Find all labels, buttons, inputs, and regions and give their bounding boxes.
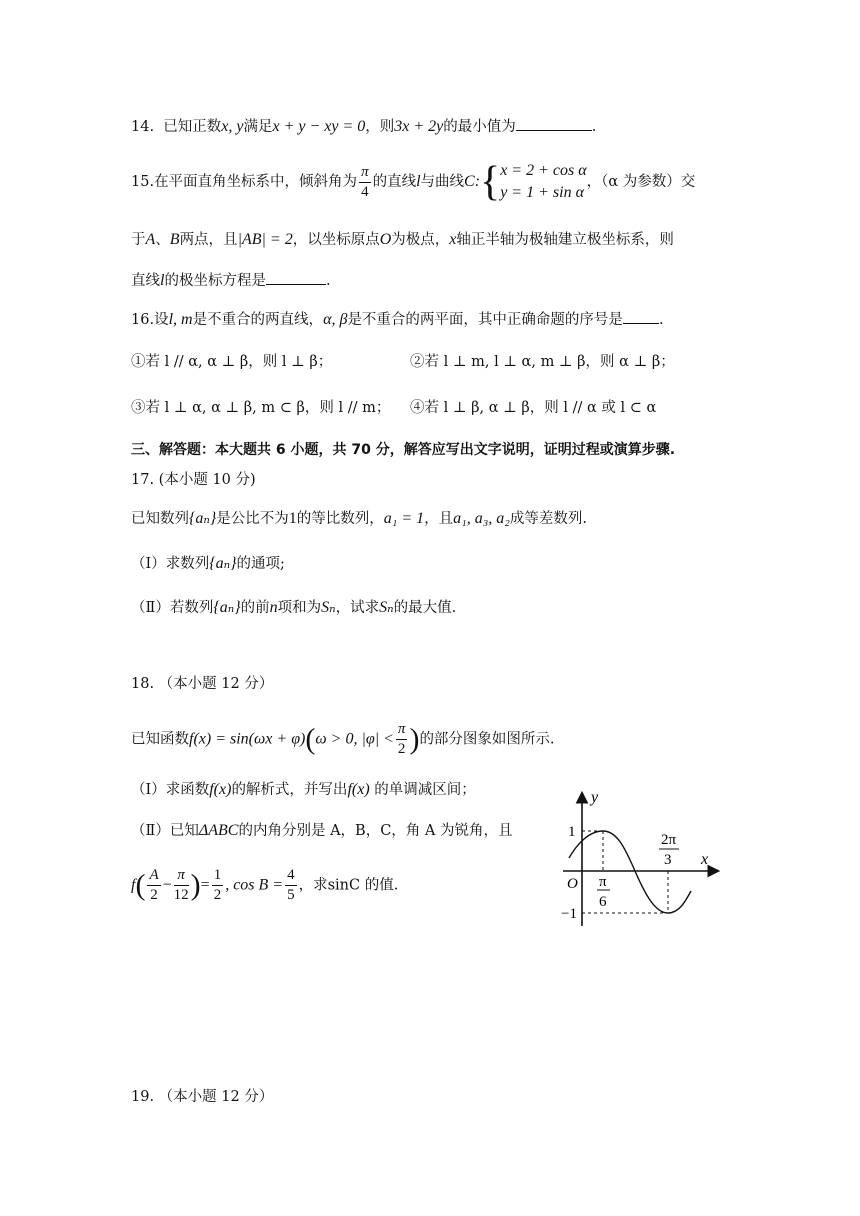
q15-line3-b: 的极坐标方程是 [164,273,266,289]
origin-label: O [567,876,578,892]
q15-line3-a: 直线 [131,273,160,289]
q18-arg-b-den: 12 [173,887,189,903]
q19-title [131,1086,273,1108]
q18-part-1-fx-2: f(x) [347,781,370,798]
q17-stem-c: 的等比数列， [296,511,384,527]
q18-part-2-a: （Ⅱ）已知 [131,823,199,839]
q15-line2-c: ，以坐标原点 [292,232,380,248]
q15-eq2: y = 1 + sin α [500,184,584,201]
question-15-line2 [131,229,674,251]
y-axis-label: y [591,789,599,806]
q15-eq1: x = 2 + cos α [500,162,587,179]
q18-cosb-fraction [285,868,297,903]
x-axis-label: x [701,851,709,868]
q17-part-2-sn: Sₙ [321,599,336,616]
q18-half-den: 2 [213,887,222,903]
section-3-heading [131,439,675,461]
q16-option-1 [131,351,332,373]
q18-title-text: 18. （本小题 12 分） [131,676,274,692]
q15-angle-num: π [359,165,371,183]
q18-cond-den: 2 [397,741,406,757]
q17-part-2-d: ，试求 [335,600,380,616]
q15-text-c: 与曲线 [420,174,465,190]
q15-point-b: B [169,231,180,248]
q17-part-2-an: {aₙ} [213,599,241,616]
question-15-line3 [131,270,331,292]
q17-an: {aₙ} [189,510,217,527]
q16-option-3-text: ③若 l ⊥ α, α ⊥ β, m ⊂ β，则 l // m； [131,400,391,416]
q18-f: f [131,876,136,894]
q17-part-2-a: （Ⅱ）若数列 [131,600,214,616]
y-bottom-label: −1 [561,906,577,922]
question-16 [131,309,664,331]
q18-condition [131,868,398,903]
q18-arg-a [147,868,160,903]
q17-stem-b: 是公比不为 [216,511,289,527]
q17-part-2-sn-2: Sₙ [379,599,394,616]
q17-part-2-c: 项和为 [277,600,322,616]
q18-ask: ，求sinC 的值. [298,877,399,894]
q17-seq: a₁, a₃, a₂ [453,510,510,527]
q18-f-lparen: ( [135,868,146,902]
q18-part-1-fx: f(x) [209,781,232,798]
q14-text-b: 满足 [243,119,273,135]
q16-number: 16. [131,312,155,328]
q18-lparen: ( [305,722,316,756]
q14-text-c: ，则 [365,119,395,135]
q14-end: . [591,119,597,135]
q16-text-c: 是不重合的两平面，其中正确命题的序号是 [347,312,623,328]
q14-number: 14. [131,119,155,135]
q19-title-text: 19. （本小题 12 分） [131,1089,274,1105]
q16-ab: α, β [323,311,348,328]
q17-stem-e: 成等差数列. [509,511,587,527]
q18-half [212,868,224,903]
q17-one: 1 [288,510,297,527]
sine-graph [555,786,725,936]
q15-curve: C: [464,173,481,190]
q17-title-text: 17. (本小题 10 分) [131,472,256,488]
q18-cosb-den: 5 [287,887,295,903]
q18-part-1-b: 的解析式，并写出 [231,782,348,798]
q17-part-2-n: n [269,599,278,616]
q16-option-2-text: ②若 l ⊥ m, l ⊥ α, m ⊥ β，则 α ⊥ β； [410,354,675,370]
q15-text-b: 的直线 [372,174,417,190]
q15-system [500,160,586,204]
q17-part-1-an: {aₙ} [209,555,237,572]
question-14 [131,116,596,138]
q15-angle-den: 4 [361,183,369,200]
q18-arg-b [174,868,189,903]
q18-arg-a-num: A [147,868,160,886]
tick-2-num: 2π [661,832,677,848]
q15-x: x [449,231,457,248]
q18-part-2 [131,820,513,842]
q18-cosb-num: 4 [285,868,297,886]
q14-vars: x, y [221,118,244,135]
q15-param-note: ，（α 为参数）交 [586,174,696,190]
q18-f-rparen: ) [190,868,201,902]
q18-part-1-c: 的单调减区间； [369,782,476,798]
tick-1-num: π [599,874,607,890]
q18-half-num: 1 [212,868,224,886]
q15-origin: O [379,231,392,248]
q16-option-4-text: ④若 l ⊥ β, α ⊥ β，则 l // α 或 l ⊂ α [410,400,657,416]
tick-1-den: 6 [599,894,607,910]
q18-triangle: ΔABC [198,822,239,839]
q15-l: l [416,173,421,190]
q16-option-2 [410,351,675,373]
q17-part-2 [131,597,456,619]
q16-option-4 [410,397,656,419]
q18-minus: − [162,876,172,894]
q15-angle-fraction [359,165,371,200]
q17-part-1 [131,553,285,575]
q18-stem [131,722,555,757]
q16-option-1-text: ①若 l // α, α ⊥ β，则 l ⊥ β； [131,354,333,370]
y-top-label: 1 [568,824,576,840]
q16-lm: l, m [168,311,193,328]
q18-title [131,673,273,695]
q16-answer-blank[interactable] [623,309,659,324]
q15-line3-l: l [160,272,165,289]
q15-ab: |AB| = 2 [237,231,293,248]
q18-cosb: , cos B = [225,876,284,894]
q18-part-2-b: 的内角分别是 A，B，C，角 A 为锐角，且 [238,823,513,839]
q18-rparen: ) [409,722,420,756]
q18-part-1 [131,779,476,801]
q15-number: 15. [131,174,155,190]
q17-part-2-e: 的最大值. [393,600,457,616]
q18-cond: ω > 0, |φ| < [315,730,394,748]
q17-a1: a₁ = 1 [383,510,425,527]
q17-part-1-b: 的通项; [236,556,285,572]
q17-part-1-a: （Ⅰ）求数列 [131,556,210,572]
q18-equals: = [200,876,210,894]
q17-title [131,469,256,491]
q18-arg-b-num: π [174,868,189,886]
q14-text-d: 的最小值为 [443,119,516,135]
q18-func: f(x) = sin(ωx + φ) [189,730,306,748]
q14-expr: 3x + 2y [394,118,444,135]
q15-sep: 、 [155,232,170,248]
section-3-heading-text: 三、解答题：本大题共 6 小题，共 70 分，解答应写出文字说明，证明过程或演算步骤. [131,442,676,458]
question-15 [131,160,695,204]
q18-stem-b: 的部分图象如图所示. [419,731,555,748]
q15-line3-end: . [325,273,331,289]
q15-brace: { [480,159,501,205]
q15-line2-d: 为极点， [391,232,450,248]
q15-point-a: A [145,231,156,248]
q15-line2-b: 两点，且 [179,232,238,248]
q16-text-b: 是不重合的两直线， [192,312,324,328]
tick-2-den: 3 [664,852,672,868]
q16-option-3 [131,397,390,419]
q15-text-a: 在平面直角坐标系中，倾斜角为 [154,174,358,190]
q18-part-1-a: （Ⅰ）求函数 [131,782,210,798]
q17-part-2-b: 的前 [240,600,270,616]
q18-stem-a: 已知函数 [131,731,189,748]
q14-text-a: 已知正数 [163,119,222,135]
q16-text-a: 设 [154,312,169,328]
q14-answer-blank[interactable] [516,116,592,131]
q17-stem [131,508,587,530]
q15-line2-a: 于 [131,232,146,248]
q16-end: . [658,312,664,328]
q15-line2-e: 轴正半轴为极轴建立极坐标系，则 [456,232,674,248]
q18-cond-fraction [396,722,408,757]
q18-arg-a-den: 2 [150,887,158,903]
q18-cond-num: π [396,722,408,740]
q17-stem-d: ，且 [424,511,454,527]
q15-answer-blank[interactable] [266,270,326,285]
q14-condition: x + y − xy = 0 [272,118,366,135]
q17-stem-a: 已知数列 [131,511,189,527]
